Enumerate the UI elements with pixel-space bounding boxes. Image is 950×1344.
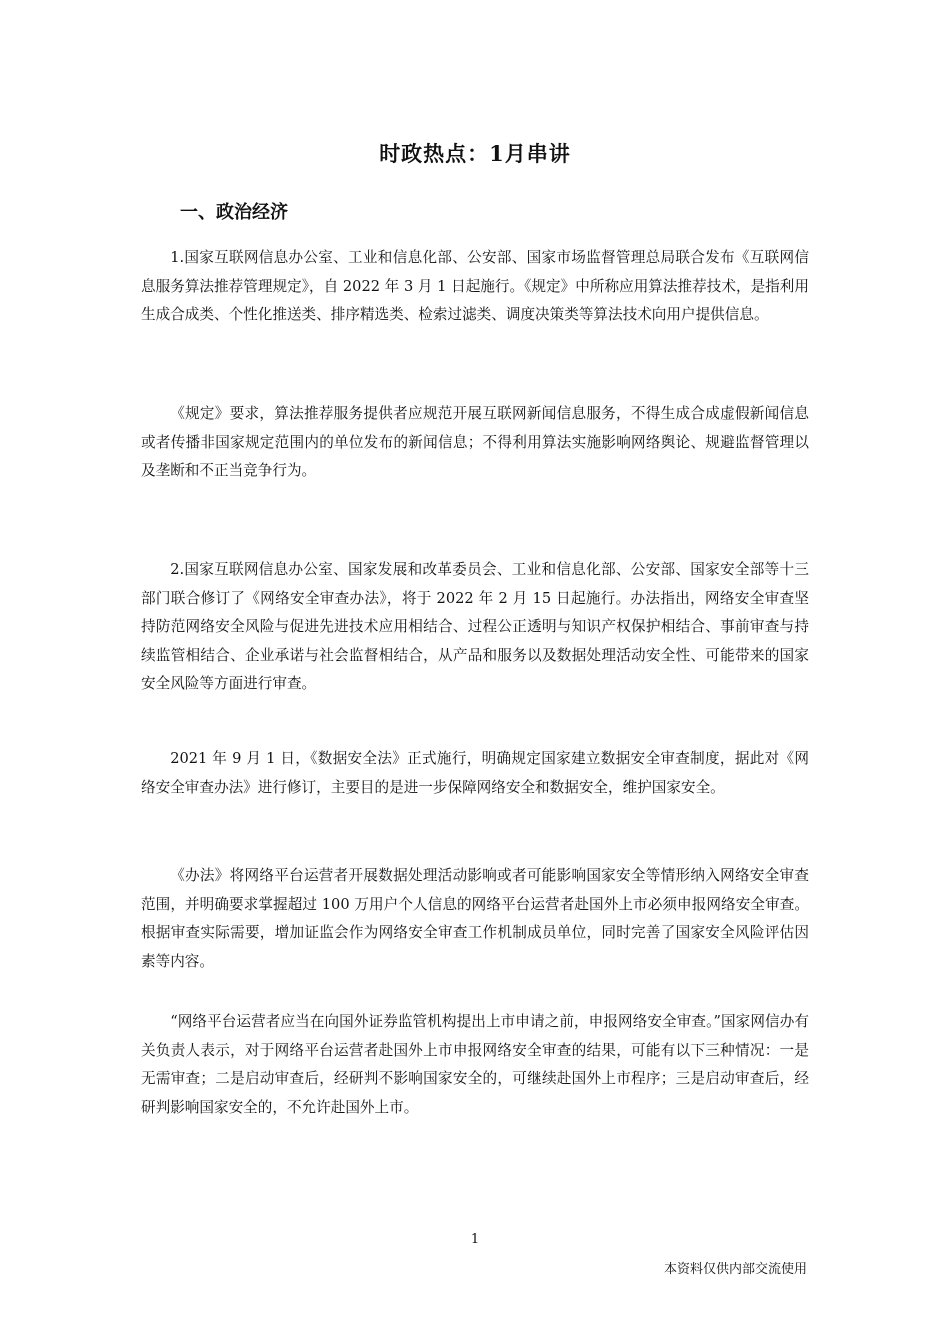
page-number: 1 [470,1232,480,1247]
section-heading: 一、政治经济 [180,202,288,223]
paragraph-5 [141,862,809,976]
paragraph-text: 《规定》要求，算法推荐服务提供者应规范开展互联网新闻信息服务，不得生成合成虚假新闻信息或者传播非国家规定范围内的单位发布的新闻信息；不得利用算法实施影响网络舆论、规避监督管理以及垄断和不正当竞争行为。 [141,405,809,479]
paragraph-2 [141,400,809,486]
paragraph-text: 2021 年 9 月 1 日，《数据安全法》正式施行，明确规定国家建立数据安全审查制度，据此对《网络安全审查办法》进行修订，主要目的是进一步保障网络安全和数据安全，维护国家安全。 [141,750,809,796]
footer-note: 本资料仅供内部交流使用 [663,1262,807,1277]
paragraph-text: “网络平台运营者应当在向国外证券监管机构提出上市申请之前，申报网络安全审查。”国家网信办有关负责人表示，对于网络平台运营者赴国外上市申报网络安全审查的结果，可能有以下三种情况：一是无需审查；二是启动审查后，经研判不影响国家安全的，可继续赴国外上市程序；三是启动审查后，经研判影响国家安全的，不允许赴国外上市。 [141,1013,809,1116]
page-title: 时政热点：1月串讲 [379,141,571,166]
paragraph-1 [141,244,809,330]
paragraph-text: 2.国家互联网信息办公室、国家发展和改革委员会、工业和信息化部、公安部、国家安全部等十三部门联合修订了《网络安全审查办法》，将于 2022 年 2 月 15 日起施行。办法指出，网络安全审查坚持防范网络安全风险与促进先进技术应用相结合、过程公正透明与知识产权保护相结合、事前审查与持续监管相结合、企业承诺与社会监督相结合，从产品和服务以及数据处理活动安全性、可能带来的国家安全风险等方面进行审查。 [141,561,809,692]
paragraph-6 [141,1008,809,1122]
paragraph-3 [141,556,809,699]
paragraph-4 [141,745,809,802]
paragraph-text: 1.国家互联网信息办公室、工业和信息化部、公安部、国家市场监督管理总局联合发布《互联网信息服务算法推荐管理规定》，自 2022 年 3 月 1 日起施行。《规定》中所称应用算法推荐技术，是指利用生成合成类、个性化推送类、排序精选类、检索过滤类、调度决策类等算法技术向用户提供信息。 [141,249,809,323]
paragraph-text: 《办法》将网络平台运营者开展数据处理活动影响或者可能影响国家安全等情形纳入网络安全审查范围，并明确要求掌握超过 100 万用户个人信息的网络平台运营者赴国外上市必须申报网络安全审查。根据审查实际需要，增加证监会作为网络安全审查工作机制成员单位，同时完善了国家安全风险评估因素等内容。 [141,867,809,970]
